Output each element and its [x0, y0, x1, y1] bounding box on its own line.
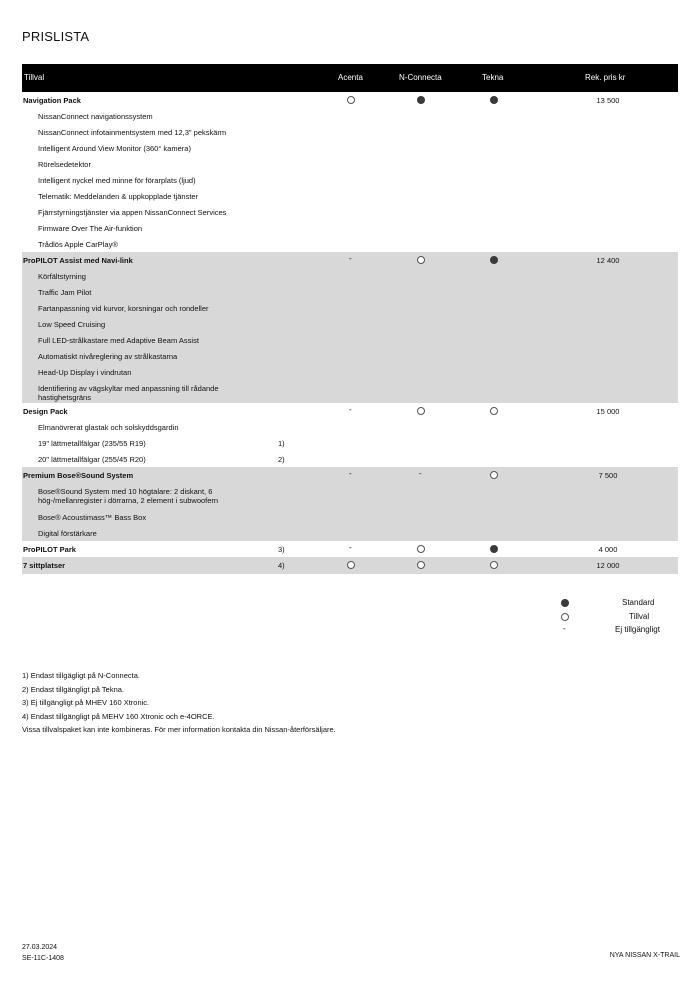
package-group — [22, 403, 678, 467]
package-name: 7 sittplatser — [23, 561, 66, 570]
footnotes — [22, 669, 336, 737]
acenta-availability — [346, 406, 356, 416]
nconnecta-availability — [416, 544, 426, 554]
table-header — [22, 64, 678, 92]
standard-dot-icon — [490, 545, 498, 553]
column-header-tekna: Tekna — [482, 73, 504, 82]
option-circle-icon — [347, 561, 355, 569]
option-circle-icon — [347, 96, 355, 104]
feature-row — [22, 364, 678, 380]
feature-label: Intelligent nyckel med minne för förarplats (ljud) — [38, 176, 196, 185]
package-name: ProPILOT Assist med Navi-link — [23, 256, 133, 265]
tekna-availability — [489, 560, 499, 570]
footnote: 2) Endast tillgängligt på Tekna. — [22, 684, 125, 694]
feature-row — [22, 419, 678, 435]
footnote: 4) Endast tillgängligt på MEHV 160 Xtronic och e-4ORCE. — [22, 711, 215, 721]
feature-label: Fjärrstyrningstjänster via appen NissanConnect Services — [38, 208, 227, 217]
package-price: 12 000 — [596, 561, 620, 570]
feature-label: Digital förstärkare — [38, 529, 97, 538]
footnote: 1) Endast tillgägligt på N-Connecta. — [22, 671, 140, 680]
feature-label: Trådlös Apple CarPlay® — [38, 240, 118, 249]
feature-label: NissanConnect infotainmentsystem med 12,3" pekskärm — [38, 128, 227, 137]
model-name: NYA NISSAN X-TRAIL — [609, 952, 680, 959]
acenta-availability — [346, 544, 356, 554]
feature-label: 20" lättmetallfälgar (255/45 R20) — [38, 455, 146, 464]
feature-row — [22, 435, 678, 451]
package-price: 15 000 — [596, 407, 620, 416]
column-header-option: Tillval — [24, 73, 45, 82]
feature-label: Bose® Acoustimass™ Bass Box — [38, 513, 147, 522]
feature-row — [22, 204, 678, 220]
package-row — [22, 252, 678, 268]
legend-item-option — [560, 610, 670, 624]
package-name: Premium Bose®Sound System — [23, 471, 134, 480]
package-name: Navigation Pack — [23, 96, 81, 105]
package-price: 4 000 — [598, 545, 618, 554]
option-circle-icon — [417, 545, 425, 553]
column-header-acenta: Acenta — [338, 73, 363, 82]
feature-label: Telematik: Meddelanden & uppkopplade tjänster — [38, 192, 199, 201]
feature-label: Elmanövrerat glastak och solskyddsgardin — [38, 423, 179, 432]
feature-label: Fartanpassning vid kurvor, korsningar och rondeller — [38, 304, 209, 313]
feature-row — [22, 236, 678, 252]
option-circle-icon — [417, 256, 425, 264]
feature-row — [22, 188, 678, 204]
feature-label: Low Speed Cruising — [38, 320, 106, 329]
table-body — [22, 92, 678, 574]
feature-label: Bose®Sound System med 10 högtalare: 2 diskant, 6 hög-/mellanregister i dörrarna, 2 element i subwoofern — [38, 487, 219, 505]
dash-icon: - — [419, 469, 422, 478]
feature-label: Full LED-strålkastare med Adaptive Beam Assist — [38, 336, 199, 345]
option-circle-icon — [490, 407, 498, 415]
dash-icon: - — [349, 405, 352, 414]
package-group — [22, 541, 678, 557]
document-code: SE-11C-1408 — [22, 955, 64, 962]
package-group — [22, 467, 678, 541]
feature-row — [22, 483, 678, 509]
option-circle-icon — [417, 407, 425, 415]
acenta-availability — [346, 95, 356, 105]
acenta-availability — [346, 560, 356, 570]
feature-row — [22, 172, 678, 188]
legend-label: Standard — [622, 598, 655, 607]
package-group — [22, 252, 678, 403]
footnote: Vissa tillvalspaket kan inte kombineras. För mer information kontakta din Nissan-återförsäljare. — [22, 725, 336, 734]
feature-row — [22, 332, 678, 348]
feature-label: Firmware Over The Air-funktion — [38, 224, 143, 233]
tekna-availability — [489, 544, 499, 554]
dash-icon: - — [349, 254, 352, 263]
package-price: 7 500 — [598, 471, 618, 480]
standard-dot-icon — [417, 96, 425, 104]
package-row — [22, 467, 678, 483]
feature-label: Head-Up Display i vindrutan — [38, 368, 132, 377]
package-row — [22, 557, 678, 574]
feature-label: 19" lättmetallfälgar (235/55 R19) — [38, 439, 146, 448]
nconnecta-availability — [416, 470, 426, 480]
package-group — [22, 92, 678, 252]
document-info — [22, 942, 64, 964]
feature-row — [22, 316, 678, 332]
package-name: Design Pack — [23, 407, 68, 416]
feature-row — [22, 380, 678, 403]
package-price: 13 500 — [596, 96, 620, 105]
standard-dot-icon — [490, 256, 498, 264]
option-circle-icon — [417, 561, 425, 569]
feature-row — [22, 451, 678, 467]
feature-label: Intelligent Around View Monitor (360° kamera) — [38, 144, 191, 153]
feature-label: NissanConnect navigationssystem — [38, 112, 153, 121]
tekna-availability — [489, 406, 499, 416]
feature-label: Traffic Jam Pilot — [38, 288, 92, 297]
acenta-availability — [346, 470, 356, 480]
footnote-ref: 1) — [278, 439, 285, 448]
feature-row — [22, 300, 678, 316]
feature-row — [22, 284, 678, 300]
dash-icon: - — [349, 543, 352, 552]
price-table — [22, 64, 678, 574]
column-header-nconnecta: N-Connecta — [399, 73, 442, 82]
package-price: 12 400 — [596, 256, 620, 265]
acenta-availability — [346, 255, 356, 265]
feature-label: Identifiering av vägskyltar med anpassning till rådande hastighetsgräns — [38, 384, 219, 402]
package-name: ProPILOT Park — [23, 545, 76, 554]
tekna-availability — [489, 470, 499, 480]
package-row — [22, 403, 678, 419]
feature-row — [22, 140, 678, 156]
page-title: PRISLISTA — [22, 29, 90, 44]
legend-label: Ej tillgängligt — [615, 625, 660, 634]
standard-dot-icon — [560, 598, 570, 608]
footnote: 3) Ej tillgängligt på MHEV 160 Xtronic. — [22, 698, 150, 707]
feature-row — [22, 156, 678, 172]
nconnecta-availability — [416, 560, 426, 570]
document-date: 27.03.2024 — [22, 944, 58, 951]
feature-label: Körfältstyrning — [38, 272, 86, 281]
package-group — [22, 557, 678, 574]
nconnecta-availability — [416, 255, 426, 265]
footnote-ref: 2) — [278, 455, 285, 464]
package-row — [22, 541, 678, 557]
legend-item-standard — [560, 596, 670, 610]
feature-row — [22, 525, 678, 541]
option-circle-icon — [490, 561, 498, 569]
option-circle-icon — [560, 612, 570, 622]
feature-row — [22, 509, 678, 525]
feature-row — [22, 124, 678, 140]
feature-row — [22, 268, 678, 284]
feature-row — [22, 108, 678, 124]
feature-label: Automatiskt nivåreglering av strålkastarna — [38, 352, 178, 361]
option-circle-icon — [490, 471, 498, 479]
legend-item-unavailable — [560, 623, 670, 637]
tekna-availability — [489, 255, 499, 265]
footnote-ref: 3) — [278, 545, 285, 554]
feature-row — [22, 348, 678, 364]
package-row — [22, 92, 678, 108]
standard-dot-icon — [490, 96, 498, 104]
column-header-price: Rek. pris kr — [585, 73, 626, 82]
feature-row — [22, 220, 678, 236]
tekna-availability — [489, 95, 499, 105]
legend-label: Tillval — [629, 611, 650, 621]
legend — [560, 596, 670, 637]
dash-icon: - — [563, 624, 566, 633]
footnote-ref: 4) — [278, 561, 285, 570]
dash-icon: - — [349, 469, 352, 478]
nconnecta-availability — [416, 95, 426, 105]
feature-label: Rörelsedetektor — [38, 160, 91, 169]
nconnecta-availability — [416, 406, 426, 416]
